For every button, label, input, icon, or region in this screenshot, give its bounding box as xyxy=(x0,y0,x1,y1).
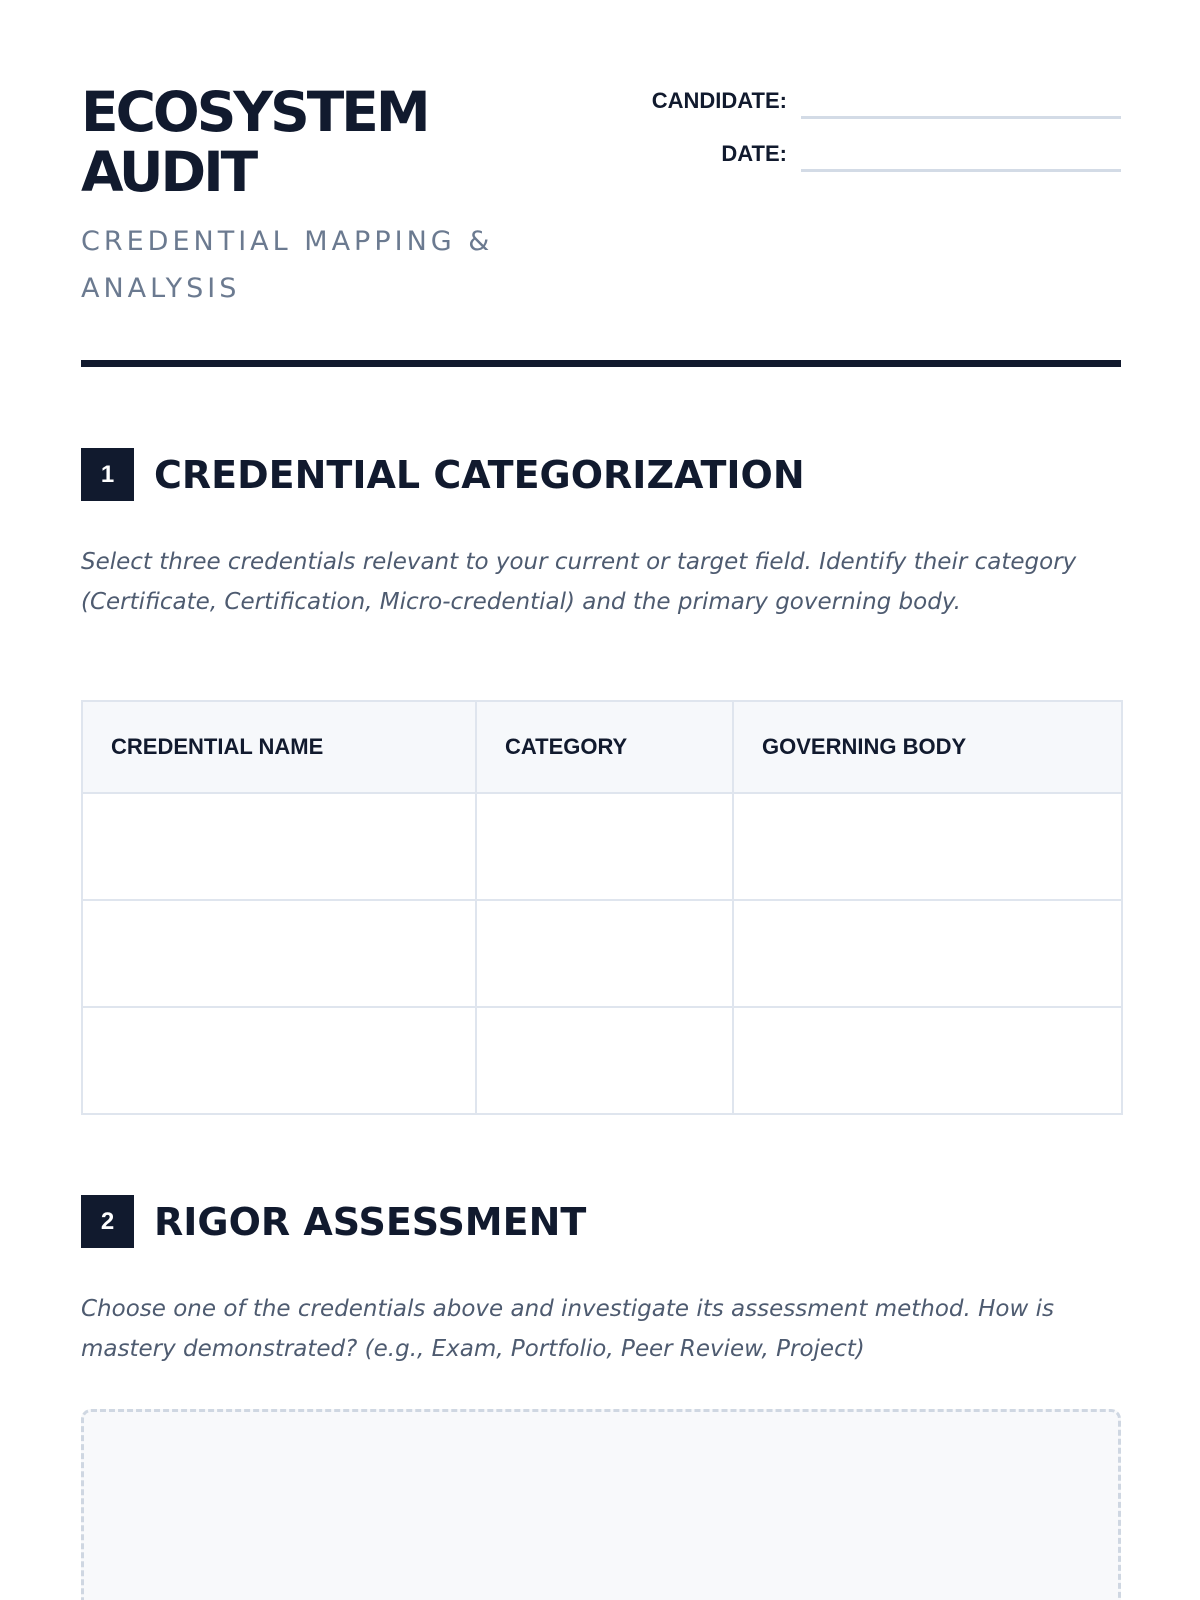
category-cell[interactable] xyxy=(476,793,733,900)
category-cell[interactable] xyxy=(476,1007,733,1114)
column-header-governing-body: GOVERNING BODY xyxy=(733,701,1122,793)
section-1-heading xyxy=(81,448,1121,502)
table-header-row xyxy=(82,701,1122,793)
candidate-field xyxy=(601,82,1121,122)
credential-name-cell[interactable] xyxy=(82,1007,476,1114)
candidate-label: CANDIDATE: xyxy=(651,88,787,113)
credential-table xyxy=(81,700,1123,1115)
column-header-credential-name: CREDENTIAL NAME xyxy=(82,701,476,793)
date-label: DATE: xyxy=(721,141,787,166)
section-1-title: CREDENTIAL CATEGORIZATION xyxy=(154,453,805,497)
worksheet-header xyxy=(81,0,1121,368)
credential-name-cell[interactable] xyxy=(82,793,476,900)
date-field xyxy=(601,135,1121,175)
table-row xyxy=(82,900,1122,1007)
table-row xyxy=(82,1007,1122,1114)
worksheet-page xyxy=(81,0,1121,1600)
header-divider xyxy=(81,360,1121,367)
section-2-instructions: Choose one of the credentials above and investigate its assessment method. How is mastery demonstrated? (e.g., Exam, Portfolio, Peer Review, Project) xyxy=(81,1296,1054,1362)
page-title xyxy=(81,82,551,202)
rigor-assessment-response-box[interactable] xyxy=(81,1409,1121,1600)
date-input-line[interactable] xyxy=(801,169,1121,172)
section-2-heading xyxy=(81,1195,1121,1249)
page-subtitle: CREDENTIAL MAPPING & ANALYSIS xyxy=(81,226,494,304)
category-cell[interactable] xyxy=(476,900,733,1007)
column-header-category: CATEGORY xyxy=(476,701,733,793)
governing-body-cell[interactable] xyxy=(733,900,1122,1007)
candidate-input-line[interactable] xyxy=(801,116,1121,119)
section-2-title: RIGOR ASSESSMENT xyxy=(154,1200,587,1244)
title-line-1: ECOSYSTEM xyxy=(81,80,428,144)
title-line-2: AUDIT xyxy=(81,140,256,204)
section-1-number-badge: 1 xyxy=(81,448,134,501)
section-2-number-badge: 2 xyxy=(81,1195,134,1248)
credential-name-cell[interactable] xyxy=(82,900,476,1007)
table-row xyxy=(82,793,1122,900)
governing-body-cell[interactable] xyxy=(733,793,1122,900)
governing-body-cell[interactable] xyxy=(733,1007,1122,1114)
section-1-instructions: Select three credentials relevant to your current or target field. Identify their category (Certificate, Certification, Micro-credential) and the primary governing body. xyxy=(81,549,1077,615)
